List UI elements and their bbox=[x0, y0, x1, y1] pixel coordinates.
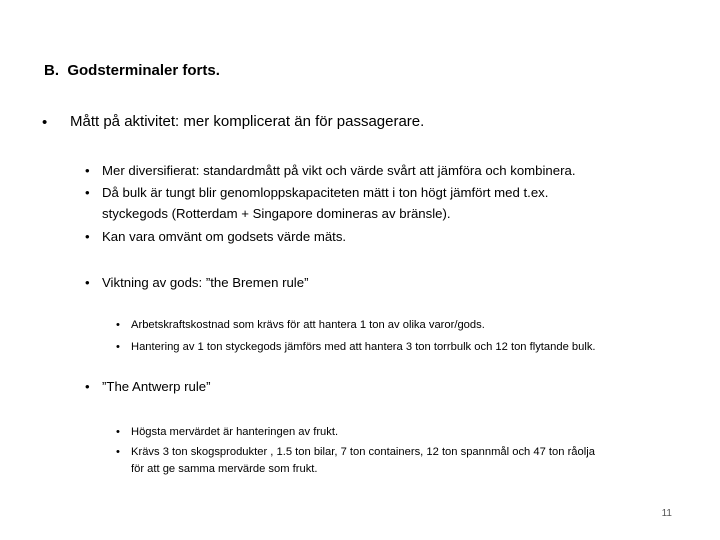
point-diversified: Mer diversifierat: standardmått på vikt och värde svårt att jämföra och kombinera. bbox=[102, 163, 576, 178]
point-bulk-line-2: styckegods (Rotterdam + Singapore domineras av bränsle). bbox=[102, 206, 451, 221]
page-number: 11 bbox=[661, 508, 672, 519]
bullet-point-5: • bbox=[85, 379, 90, 394]
bullet-antwerp-2: • bbox=[116, 446, 120, 458]
point-value: Kan vara omvänt om godsets värde mäts. bbox=[102, 229, 347, 244]
bullet-bremen-2: • bbox=[116, 341, 120, 353]
point-antwerp-rule: ”The Antwerp rule” bbox=[102, 379, 211, 394]
antwerp-detail-1: Högsta mervärdet är hanteringen av frukt. bbox=[131, 426, 339, 438]
bullet-point-1: • bbox=[85, 163, 90, 178]
bremen-detail-1: Arbetskraftskostnad som krävs för att hantera 1 ton av olika varor/gods. bbox=[131, 319, 485, 331]
antwerp-detail-3: för att ge samma mervärde som frukt. bbox=[131, 463, 318, 475]
antwerp-detail-2: Krävs 3 ton skogsprodukter , 1.5 ton bilar, 7 ton containers, 12 ton spannmål och 47 ton råolja bbox=[131, 446, 595, 458]
bullet-point-2: • bbox=[85, 185, 90, 200]
main-point: Mått på aktivitet: mer komplicerat än för passagerare. bbox=[70, 113, 425, 130]
slide-title bbox=[44, 62, 220, 79]
bremen-detail-2: Hantering av 1 ton styckegods jämförs med att hantera 3 ton torrbulk och 12 ton flytande bulk. bbox=[131, 341, 596, 353]
bullet-antwerp-1: • bbox=[116, 426, 120, 438]
title-label: B. bbox=[44, 62, 59, 79]
point-bulk-line-1: Då bulk är tungt blir genomloppskapaciteten mätt i ton högt jämfört med t.ex. bbox=[102, 185, 549, 200]
bullet-point-4: • bbox=[85, 275, 90, 290]
bullet-main: • bbox=[42, 114, 48, 131]
point-bremen-rule: Viktning av gods: ”the Bremen rule” bbox=[102, 275, 309, 290]
title-text: Godsterminaler forts. bbox=[67, 62, 220, 79]
bullet-point-3: • bbox=[85, 229, 90, 244]
bullet-bremen-1: • bbox=[116, 319, 120, 331]
